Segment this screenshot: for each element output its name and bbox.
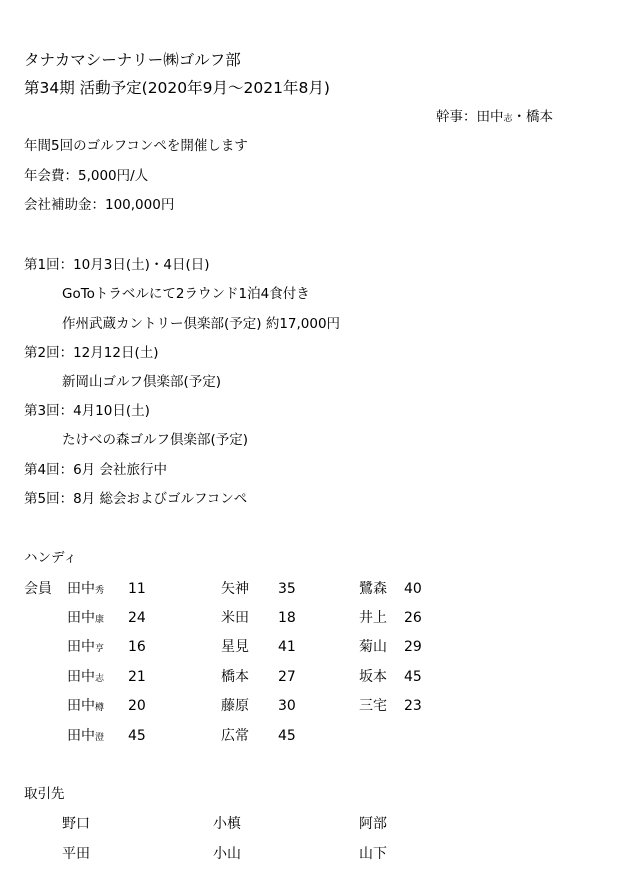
member-handicap: 21 [128, 669, 146, 685]
member-handicap: 45 [404, 669, 422, 685]
member-name: 田中澄 [67, 728, 105, 744]
member-name: 星見 [221, 639, 249, 655]
company-subsidy: 会社補助金：100,000円 [24, 197, 175, 213]
member-handicap: 23 [404, 698, 422, 714]
client-name: 小山 [213, 846, 241, 862]
client-name: 阿部 [359, 816, 387, 832]
organizer-label: 幹事：田中 [436, 109, 504, 125]
member-handicap: 11 [128, 581, 146, 597]
event-3-detail-1: たけべの森ゴルフ倶楽部(予定) [62, 432, 249, 448]
member-handicap: 24 [128, 610, 146, 626]
event-2-label: 第2回：12月12日(土) [24, 345, 159, 361]
member-name: 田中樽 [67, 698, 105, 714]
client-name: 小槙 [213, 816, 241, 832]
member-handicap: 16 [128, 639, 146, 655]
member-name: 田中康 [67, 610, 105, 626]
member-handicap: 29 [404, 639, 422, 655]
member-handicap: 40 [404, 581, 422, 597]
member-handicap: 35 [278, 581, 296, 597]
event-5-label: 第5回：8月 総会およびゴルフコンペ [24, 491, 248, 507]
member-name: 三宅 [359, 698, 387, 714]
term-title: 第34期 活動予定(2020年9月～2021年8月) [24, 79, 330, 97]
member-handicap: 45 [128, 728, 146, 744]
event-1-label: 第1回：10月3日(土)・4日(日) [24, 257, 210, 273]
clients-heading: 取引先 [24, 786, 65, 802]
member-name: 坂本 [359, 669, 387, 685]
event-3-label: 第3回：4月10日(土) [24, 403, 150, 419]
client-name: 平田 [62, 846, 90, 862]
member-handicap: 27 [278, 669, 296, 685]
client-name: 山下 [359, 846, 387, 862]
member-handicap: 30 [278, 698, 296, 714]
intro-line: 年間5回のゴルフコンペを開催します [24, 138, 248, 154]
event-4-label: 第4回：6月 会社旅行中 [24, 462, 167, 478]
handicap-heading: ハンディ [24, 550, 77, 566]
member-handicap: 18 [278, 610, 296, 626]
client-name: 野口 [62, 816, 90, 832]
member-name: 橋本 [221, 669, 249, 685]
member-name: 広常 [221, 728, 249, 744]
organizer-sub: 志 [503, 114, 513, 124]
member-name: 田中秀 [67, 581, 105, 597]
members-label: 会員 [24, 581, 52, 597]
organizer-tail: ・橋本 [512, 109, 554, 125]
member-handicap: 26 [404, 610, 422, 626]
member-name: 鷺森 [359, 581, 387, 597]
event-1-detail-1: GoToトラベルにて2ラウンド1泊4食付き [62, 286, 310, 302]
event-1-detail-2: 作州武蔵カントリー倶楽部(予定) 約17,000円 [62, 316, 341, 332]
member-name: 米田 [221, 610, 249, 626]
member-name: 藤原 [221, 698, 249, 714]
member-name: 井上 [359, 610, 387, 626]
event-2-detail-1: 新岡山ゴルフ倶楽部(予定) [62, 374, 222, 390]
member-name: 菊山 [359, 639, 387, 655]
member-name: 矢神 [221, 581, 249, 597]
annual-fee: 年会費：5,000円/人 [24, 168, 149, 184]
member-handicap: 20 [128, 698, 146, 714]
member-handicap: 45 [278, 728, 296, 744]
member-name: 田中亨 [67, 639, 105, 655]
member-name: 田中志 [67, 669, 105, 685]
member-handicap: 41 [278, 639, 296, 655]
organizer [436, 111, 553, 125]
company-name: タナカマシーナリー㈱ゴルフ部 [24, 51, 241, 69]
